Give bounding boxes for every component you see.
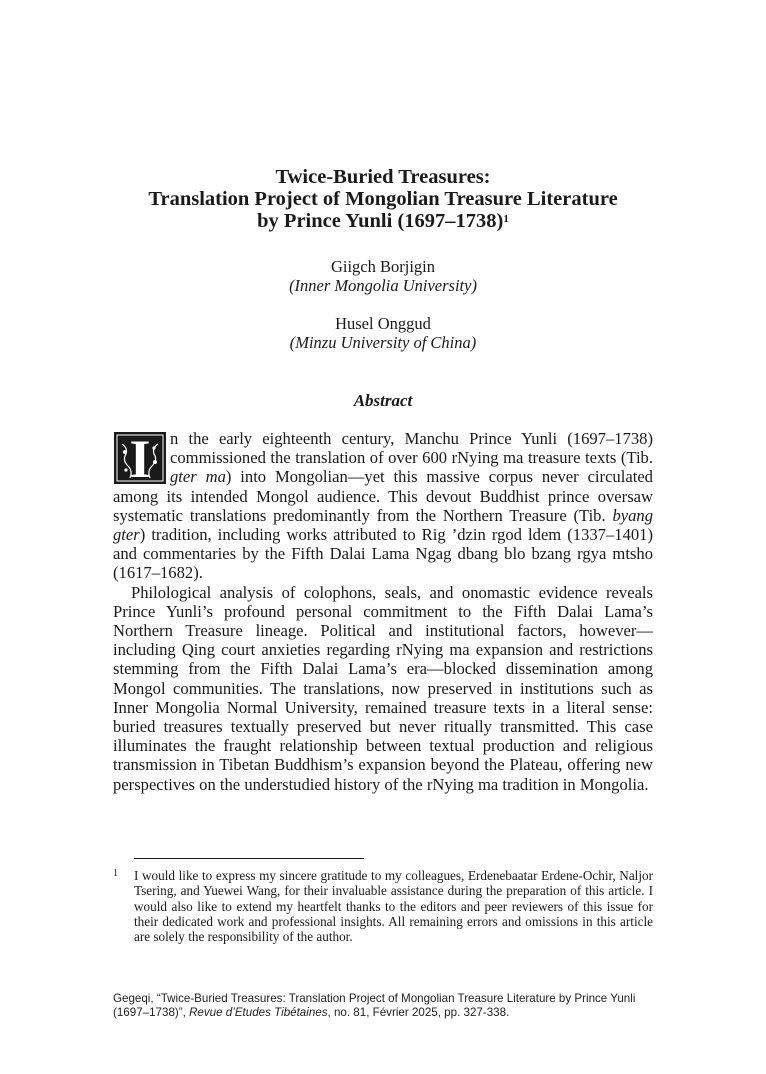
abstract-paragraph-1 [113, 429, 653, 583]
author-affiliation: (Minzu University of China) [289, 333, 477, 352]
abstract-text: ) tradition, including works attributed to Rig ’dzin rgod ldem (1337–1401) and commentaries by the Fifth Dalai Lama Ngag dbang blo bzang rgya mtsho (1617–1682). [113, 525, 653, 583]
footnote-separator [134, 858, 364, 859]
abstract-text: ) into Mongolian—yet this massive corpus never circulated among its intended Mongol audience. This devout Buddhist prince oversaw systematic translations predominantly from the Northern Treasure (Tib. [113, 467, 653, 525]
title-line-1: Twice-Buried Treasures: [275, 166, 491, 188]
abstract-heading: Abstract [353, 391, 413, 410]
abstract-text: n the early eighteenth century, Manchu Prince Yunli (1697–1738) commissioned the translation of over 600 rNying ma treasure texts (Tib. [170, 429, 653, 468]
title-line-2: Translation Project of Mongolian Treasure Literature [148, 188, 618, 210]
citation-text: , no. 81, Février 2025, pp. 327-338. [327, 1006, 510, 1019]
title-line-3 [100, 210, 666, 232]
abstract-paragraph-2: Philological analysis of colophons, seals, and onomastic evidence reveals Prince Yunli’s profound personal commitment to the Fifth Dalai Lama’s Northern Treasure lineage. Political and institutional factors, however—including Qing court anxieties regarding rNying ma expansion and restrictions stemming from the Fifth Dalai Lama’s era—blocked dissemination among Mongol communities. The translations, now preserved in institutions such as Inner Mongolia Normal University, remained treasure texts in a literal sense: buried treasures textually preserved but never ritually transmitted. This case illuminates the fraught relationship between textual production and religious transmission in Tibetan Buddhism’s expansion beyond the Plateau, offering new perspectives on the understudied history of the rNying ma tradition in Mongolia. [113, 582, 653, 794]
author-block-1 [100, 257, 666, 295]
footnote-number: 1 [113, 868, 118, 879]
footnote-text: I would like to express my sincere gratitude to my colleagues, Erdenebaatar Erdene-Ochir, Naljor Tsering, and Yuewei Wang, for their invaluable assistance during the preparation of this article. I would also like to extend my heartfelt thanks to the editors and peer reviewers of this issue for their dedicated work and professional insights. All remaining errors and omissions in this article are solely the responsibility of the author. [134, 868, 653, 945]
author-name: Giigch Borjigin [330, 257, 436, 276]
article-title [100, 166, 666, 232]
journal-name: Revue d’Etudes Tibétaines [189, 1006, 328, 1019]
citation-footer [113, 992, 673, 1020]
tibetan-term: byang gter [113, 505, 653, 545]
abstract-body [113, 429, 653, 794]
footnote [113, 868, 653, 944]
author-name: Husel Onggud [335, 314, 431, 333]
title-line-3-text: by Prince Yunli (1697–1738) [257, 210, 504, 232]
title-footnote-marker[interactable]: 1 [503, 213, 509, 225]
author-block-2 [100, 314, 666, 352]
tibetan-term: gter ma [170, 467, 226, 487]
citation-text: Gegeqi, “Twice-Buried Treasures: Translation Project of Mongolian Treasure Literature by Prince Yunli (1697–1738)”, [113, 992, 636, 1019]
drop-cap-letter: I [129, 429, 151, 489]
author-affiliation: (Inner Mongolia University) [289, 276, 477, 295]
drop-cap-ornament [114, 429, 166, 489]
